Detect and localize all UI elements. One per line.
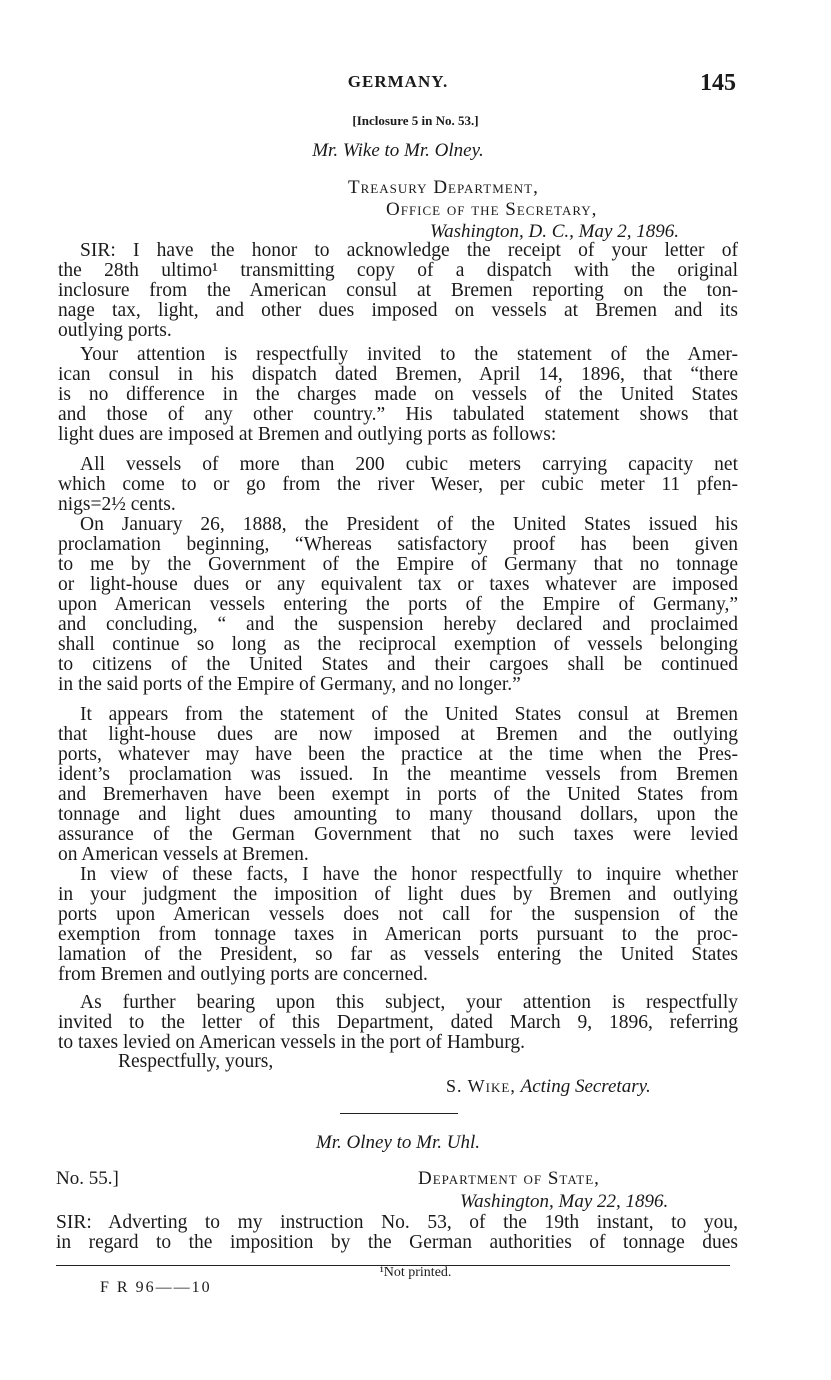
letter1-para-2-line: is no difference in the charges made on vessels of the United States xyxy=(58,384,738,405)
letter1-para-1-line: inclosure from the American consul at Bremen reporting on the ton- xyxy=(58,280,738,301)
signature-name: S. Wike, xyxy=(446,1076,516,1096)
letter1-title: Mr. Wike to Mr. Olney. xyxy=(312,140,484,161)
letter1-para-4-line: On January 26, 1888, the President of the United States issued his xyxy=(80,514,738,535)
letter1-para-5-line: ident’s proclamation was issued. In the meantime vessels from Bremen xyxy=(58,764,738,785)
letter2-title: Mr. Olney to Mr. Uhl. xyxy=(315,1132,481,1153)
letter1-para-4-line: proclamation beginning, “Whereas satisfactory proof has been given xyxy=(58,534,738,555)
enclosure-note: [Inclosure 5 in No. 53.] xyxy=(352,113,479,128)
letter2-line-1: SIR: Adverting to my instruction No. 53, of the 19th instant, to you, xyxy=(56,1212,738,1233)
closing: Respectfully, yours, xyxy=(118,1051,274,1072)
section-divider xyxy=(340,1113,458,1114)
letter1-para-1-line: the 28th ultimo¹ transmitting copy of a dispatch with the original xyxy=(58,260,738,281)
letter1-para-4-line: and concluding, “ and the suspension hereby declared and proclaimed xyxy=(58,614,738,635)
letter1-para-5-line: that light-house dues are now imposed at Bremen and the outlying xyxy=(58,724,738,745)
letter1-para-2-line: and those of any other country.” His tabulated statement shows that xyxy=(58,404,738,425)
letter1-para-7-line: to taxes levied on American vessels in the port of Hamburg. xyxy=(58,1032,525,1053)
letter1-para-6-line: ports upon American vessels does not call for the suspension of the xyxy=(58,904,738,925)
letter1-para-4-line: in the said ports of the Empire of Germany, and no longer.” xyxy=(58,674,521,695)
letter1-para-7-line: As further bearing upon this subject, your attention is respectfully xyxy=(80,992,738,1013)
signature-title: Acting Secretary. xyxy=(520,1076,651,1097)
letter1-para-3-line: All vessels of more than 200 cubic meters carrying capacity net xyxy=(80,454,738,475)
letter1-para-5-line: on American vessels at Bremen. xyxy=(58,844,309,865)
letter1-para-5-line: It appears from the statement of the United States consul at Bremen xyxy=(80,704,738,725)
letter1-para-5-line: ports, whatever may have been the practice at the time when the Pres- xyxy=(58,744,738,765)
letter1-para-2-line: light dues are imposed at Bremen and outlying ports as follows: xyxy=(58,424,557,445)
letter1-dateline: Washington, D. C., May 2, 1896. xyxy=(430,221,679,242)
footnote: ¹Not printed. xyxy=(379,1265,452,1280)
letter2-dateline: Washington, May 22, 1896. xyxy=(460,1191,669,1212)
letter1-para-6-line: exemption from tonnage taxes in American ports pursuant to the proc- xyxy=(58,924,738,945)
letter1-para-5-line: tonnage and light dues amounting to many thousand dollars, upon the xyxy=(58,804,738,825)
letter1-para-4-line: upon American vessels entering the ports of the Empire of Germany,” xyxy=(58,594,738,615)
page-number: 145 xyxy=(700,70,736,96)
letter1-para-7-line: invited to the letter of this Department, dated March 9, 1896, referring xyxy=(58,1012,738,1033)
letter1-para-2-line: Your attention is respectfully invited to the statement of the Amer- xyxy=(80,344,738,365)
letter1-para-6-line: in your judgment the imposition of light dues by Bremen and outlying xyxy=(58,884,738,905)
letter2-dept-line: Department of State, xyxy=(418,1168,600,1189)
letter1-para-4-line: shall continue so long as the reciprocal exemption of vessels belonging xyxy=(58,634,738,655)
letter1-para-6-line: lamation of the President, so far as vessels entering the United States xyxy=(58,944,738,965)
letter1-dept-line1: Treasury Department, xyxy=(348,177,539,198)
letter1-dept-line2: Office of the Secretary, xyxy=(386,199,598,220)
letter1-para-2-line: ican consul in his dispatch dated Bremen, April 14, 1896, that “there xyxy=(58,364,738,385)
signature-mark: F R 96——10 xyxy=(100,1279,212,1296)
letter1-para-5-line: and Bremerhaven have been exempt in ports of the United States from xyxy=(58,784,738,805)
letter1-para-1-line: SIR: I have the honor to acknowledge the receipt of your letter of xyxy=(80,240,738,261)
letter1-para-1-line: outlying ports. xyxy=(58,320,172,341)
letter1-para-1-line: nage tax, light, and other dues imposed on vessels at Bremen and its xyxy=(58,300,738,321)
signature xyxy=(446,1076,651,1098)
letter1-para-3-line: which come to or go from the river Weser, per cubic meter 11 pfen- xyxy=(58,474,738,495)
letter2-number: No. 55.] xyxy=(56,1168,119,1189)
letter1-para-4-line: or light-house dues or any equivalent tax or taxes whatever are imposed xyxy=(58,574,738,595)
letter1-para-4-line: to citizens of the United States and their cargoes shall be continued xyxy=(58,654,738,675)
letter1-para-6-line: In view of these facts, I have the honor respectfully to inquire whether xyxy=(80,864,738,885)
running-head: GERMANY. xyxy=(347,72,449,91)
letter1-para-3-line: nigs=2½ cents. xyxy=(58,494,176,515)
letter1-para-5-line: assurance of the German Government that no such taxes were levied xyxy=(58,824,738,845)
letter1-para-6-line: from Bremen and outlying ports are concerned. xyxy=(58,964,428,985)
letter2-line-2: in regard to the imposition by the German authorities of tonnage dues xyxy=(56,1232,738,1253)
letter1-para-4-line: to me by the Government of the Empire of Germany that no tonnage xyxy=(58,554,738,575)
